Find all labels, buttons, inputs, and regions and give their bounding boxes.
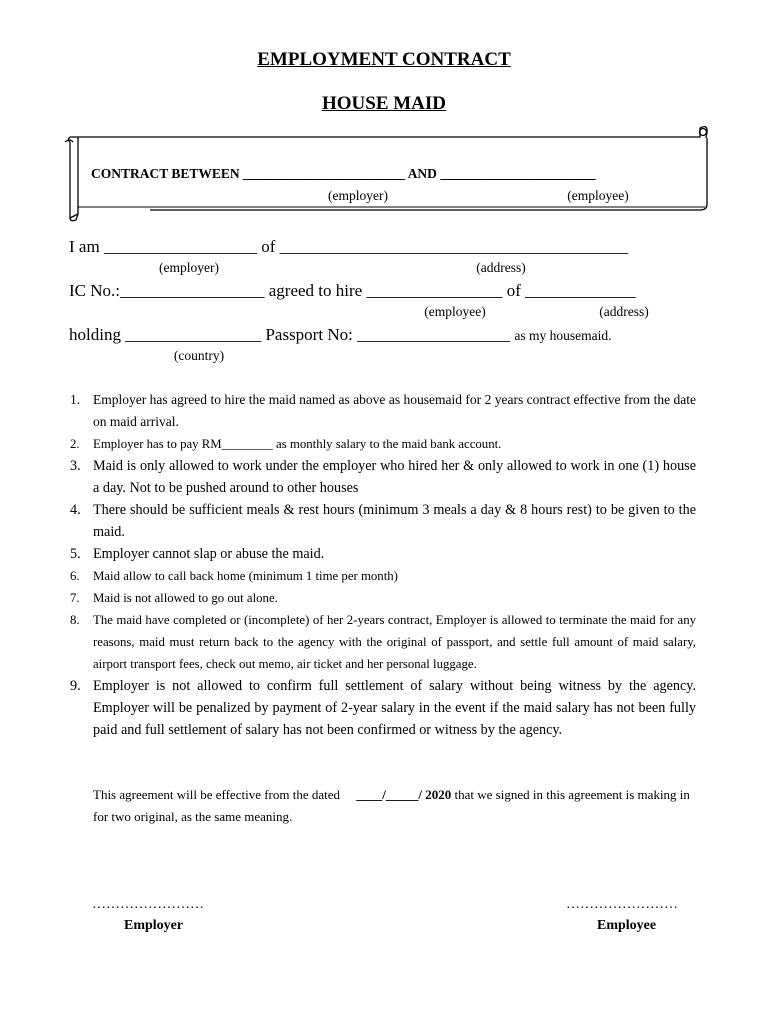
- of-label: of: [261, 237, 276, 256]
- country-blank: ________________: [125, 325, 262, 344]
- item-text: Employer has to pay RM________ as monthly salary to the maid bank account.: [93, 437, 502, 451]
- passport-label: Passport No:: [265, 325, 353, 344]
- employer-name-blank: __________________: [103, 237, 257, 256]
- employer-address-blank: _________________________________________: [279, 237, 629, 256]
- ic-no-blank: _________________: [120, 281, 265, 300]
- item-text: Employer has agreed to hire the maid named as above as housemaid for 2 years contract effective from the date on maid arrival.: [93, 392, 696, 429]
- item-text: Maid allow to call back home (minimum 1 time per month): [93, 569, 398, 583]
- item-text: Maid is only allowed to work under the employer who hired her & only allowed to work in one (1) house a day. Not to be pushed around to other houses: [93, 458, 696, 496]
- list-item: [70, 543, 696, 565]
- terms-list: [70, 389, 696, 741]
- list-item: [70, 609, 696, 675]
- party-line-2: [69, 281, 636, 301]
- item-number: 7.: [70, 591, 80, 605]
- agreement-paragraph: [93, 784, 696, 828]
- employee-name-blank: ________________: [366, 281, 503, 300]
- agreement-date: ____/_____/ 2020: [356, 787, 452, 802]
- employee-caption: (employee): [567, 188, 629, 203]
- list-item: [70, 587, 696, 609]
- item-text: The maid have completed or (incomplete) of her 2-years contract, Employer is allowed to terminate the maid for any reasons, maid must return back to the agency with the original of passport, and settle full amount of maid salary, airport transport fees, check out memo, air ticket and her personal luggage.: [93, 613, 696, 671]
- item-number: 5.: [70, 546, 81, 562]
- address-caption-1: (address): [476, 260, 526, 275]
- item-text: Employer cannot slap or abuse the maid.: [93, 546, 325, 562]
- agreement-text-after: that we signed in this agreement is making in for two original, as the same meaning.: [93, 787, 690, 824]
- i-am-label: I am: [69, 237, 100, 256]
- document-subtitle: HOUSE MAID: [321, 93, 447, 114]
- contract-between-line: [91, 166, 596, 182]
- country-caption: (country): [173, 348, 225, 363]
- document-title: EMPLOYMENT CONTRACT: [257, 49, 511, 70]
- of-label-2: of: [506, 281, 521, 300]
- item-text: There should be sufficient meals & rest hours (minimum 3 meals a day & 8 hours rest) to be given to the maid.: [93, 502, 696, 540]
- employee-signature-label: Employee: [597, 918, 657, 933]
- employer-signature-label: Employer: [124, 918, 184, 933]
- item-number: 3.: [70, 458, 81, 474]
- employee-caption-2: (employee): [424, 304, 486, 319]
- employee-blank: _______________________: [440, 166, 596, 181]
- list-item: [70, 565, 696, 587]
- agreed-label: agreed to hire: [268, 281, 363, 300]
- list-item: [70, 675, 696, 741]
- item-number: 8.: [70, 613, 80, 627]
- item-number: 9.: [70, 678, 81, 694]
- employer-caption-2: (employer): [159, 260, 219, 275]
- and-label: AND: [407, 166, 437, 181]
- housemaid-tail: as my housemaid.: [514, 328, 612, 343]
- item-text: Maid is not allowed to go out alone.: [93, 591, 278, 605]
- employer-signature-line: ……………………: [92, 897, 204, 912]
- item-number: 2.: [70, 437, 80, 451]
- party-line-3: [69, 325, 611, 345]
- employer-caption: (employer): [328, 188, 388, 203]
- item-number: 6.: [70, 569, 80, 583]
- list-item: [70, 455, 696, 499]
- item-text: Employer is not allowed to confirm full settlement of salary without being witness by the agency. Employer will be penalized by payment of 2-year salary in the event if the maid salary has not been fully paid and full settlement of salary has not been confirmed or witness by the agency.: [93, 678, 696, 738]
- ic-no-label: IC No.:: [69, 281, 120, 300]
- employee-address-blank: _____________: [525, 281, 636, 300]
- list-item: [70, 499, 696, 543]
- holding-label: holding: [69, 325, 121, 344]
- item-number: 4.: [70, 502, 81, 518]
- list-item: [70, 433, 696, 455]
- item-number: 1.: [70, 392, 81, 407]
- employer-blank: ________________________: [243, 166, 406, 181]
- employee-signature-line: ……………………: [566, 897, 678, 912]
- agreement-text-before: This agreement will be effective from the dated: [93, 787, 341, 802]
- list-item: [70, 389, 696, 433]
- party-line-1: [69, 237, 628, 257]
- passport-blank: __________________: [357, 325, 511, 344]
- contract-between-label: CONTRACT BETWEEN: [91, 166, 240, 181]
- address-caption-2: (address): [599, 304, 649, 319]
